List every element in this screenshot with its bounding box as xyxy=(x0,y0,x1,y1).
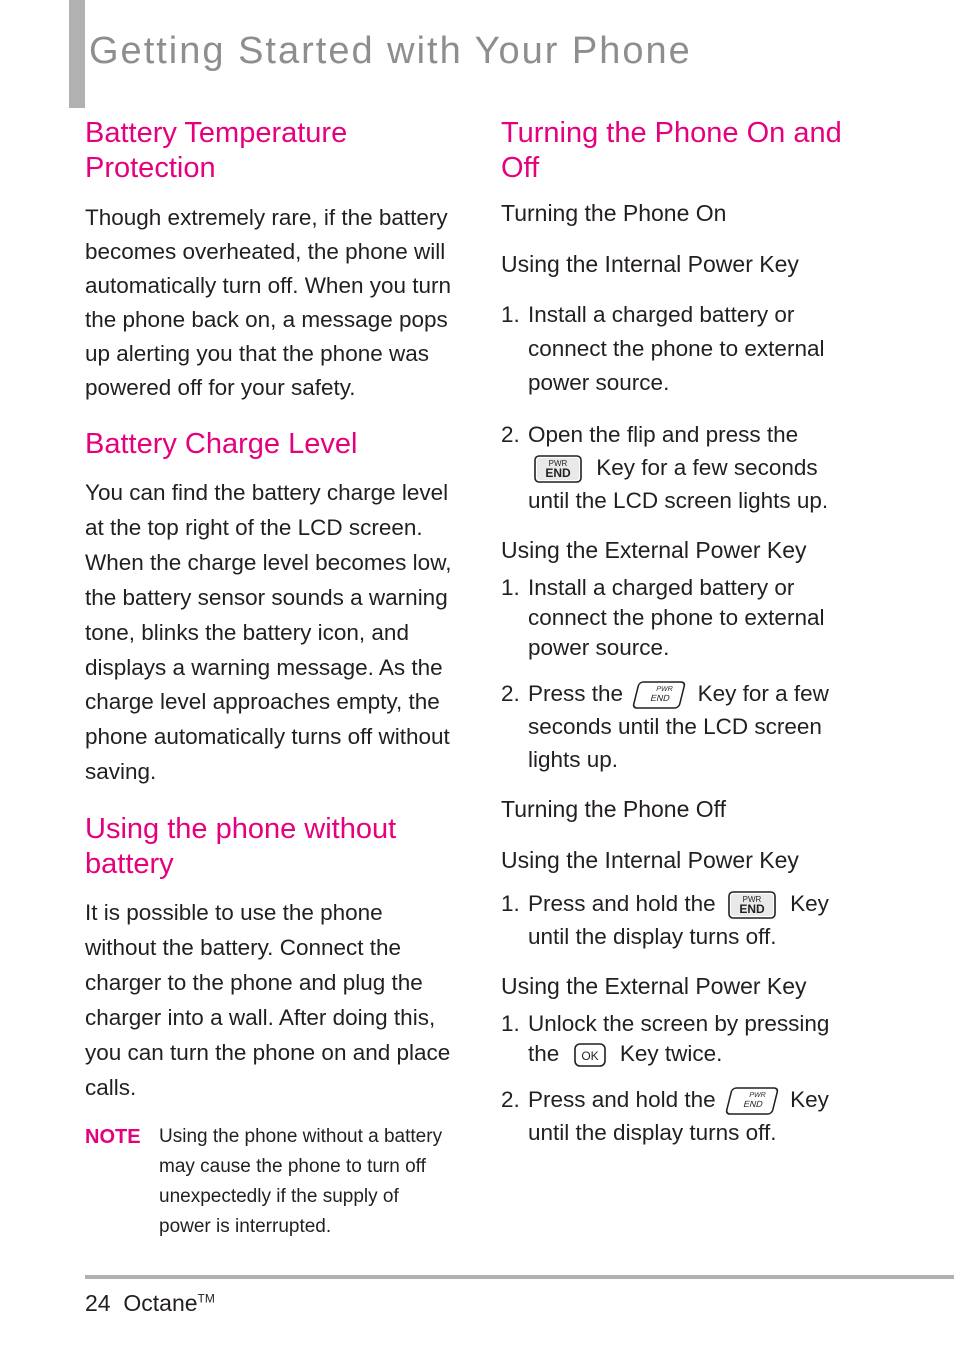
list-item xyxy=(501,298,846,400)
page-title: Getting Started with Your Phone xyxy=(89,30,692,72)
off-internal-steps xyxy=(501,887,846,953)
step-number: 1. xyxy=(501,1011,520,1036)
turning-on-subheading: Turning the Phone On xyxy=(501,200,727,226)
key-label-end: END xyxy=(742,1099,764,1110)
on-external-key-heading: Using the External Power Key xyxy=(501,537,807,563)
no-battery-heading: Using the phone without battery xyxy=(85,813,397,881)
step-text: Install a charged battery or connect the phone to external power source. xyxy=(528,575,825,660)
battery-charge-heading: Battery Charge Level xyxy=(85,428,358,460)
right-column xyxy=(501,116,846,1149)
step-number: 1. xyxy=(501,891,520,916)
pwr-end-key-icon xyxy=(534,455,582,483)
on-internal-steps xyxy=(501,298,846,517)
list-item xyxy=(501,1009,846,1069)
battery-charge-section xyxy=(85,427,457,790)
page-footer xyxy=(85,1290,215,1317)
key-label-pwr: PWR xyxy=(655,685,674,694)
battery-temperature-heading: Battery Temperature Protection xyxy=(85,117,348,184)
step-text-after: Key twice. xyxy=(619,1041,723,1066)
step-text: Install a charged battery or connect the phone to external power source. xyxy=(528,302,825,395)
product-name: Octane xyxy=(123,1290,198,1316)
note-text: Using the phone without a battery may cause the phone to turn off unexpectedly if the supply of power is interrupted. xyxy=(159,1125,443,1237)
battery-charge-text: You can find the battery charge level at the top right of the LCD screen. When the charge level becomes low, the battery sensor sounds a warning tone, blinks the battery icon, and displays a warning message. As the charge level approaches empty, the phone automatically turns off without saving. xyxy=(85,480,452,785)
step-text-after: Key until the display turns off. xyxy=(528,891,829,949)
on-internal-key-heading: Using the Internal Power Key xyxy=(501,251,799,277)
step-number: 2. xyxy=(501,422,520,447)
turning-off-subheading: Turning the Phone Off xyxy=(501,796,727,822)
off-external-steps xyxy=(501,1009,846,1149)
step-text-before: Press and hold the xyxy=(528,1087,716,1112)
step-text-after: Key for a few seconds until the LCD screen lights up. xyxy=(528,455,829,513)
key-label-pwr: PWR xyxy=(548,459,568,469)
no-battery-text: It is possible to use the phone without the battery. Connect the charger to the phone and plug the charger into a wall. After doing this, you can turn the phone on and place calls. xyxy=(85,900,451,1100)
step-text-after: Key for a few seconds until the LCD screen lights up. xyxy=(528,681,829,772)
step-text-after: Key until the display turns off. xyxy=(528,1087,829,1145)
no-battery-section xyxy=(85,812,457,1241)
step-number: 1. xyxy=(501,575,520,600)
step-text-before: Press the xyxy=(528,681,624,706)
footer-rule xyxy=(85,1275,954,1279)
step-text-before: Open the flip and press the xyxy=(528,422,799,447)
list-item xyxy=(501,677,846,776)
key-label-ok: OK xyxy=(580,1049,599,1064)
trademark-mark: TM xyxy=(197,1291,215,1306)
list-item xyxy=(501,887,846,953)
pwr-end-key-icon xyxy=(632,681,687,709)
off-internal-key-heading: Using the Internal Power Key xyxy=(501,847,799,873)
pwr-end-key-icon xyxy=(728,891,776,919)
battery-temperature-text: Though extremely rare, if the battery becomes overheated, the phone will automatically turn off. When you turn the phone back on, a message pops up alerting you that the phone was powered off for your safety. xyxy=(85,205,452,400)
left-column xyxy=(85,116,457,1242)
note-label: NOTE xyxy=(85,1125,141,1148)
key-label-end: END xyxy=(739,902,765,917)
key-label-pwr: PWR xyxy=(742,895,762,905)
off-external-key-heading: Using the External Power Key xyxy=(501,973,807,999)
ok-key-icon xyxy=(574,1043,606,1067)
key-label-end: END xyxy=(649,693,672,704)
pwr-end-key-icon xyxy=(724,1087,779,1115)
page-number: 24 xyxy=(85,1290,111,1316)
key-label-pwr: PWR xyxy=(748,1091,767,1100)
key-label-end: END xyxy=(545,466,571,481)
list-item xyxy=(501,573,846,663)
on-external-steps xyxy=(501,573,846,776)
list-item xyxy=(501,418,846,517)
step-number: 2. xyxy=(501,681,520,706)
step-number: 1. xyxy=(501,302,520,327)
list-item xyxy=(501,1083,846,1149)
note-block xyxy=(85,1122,457,1242)
step-text-before: Press and hold the xyxy=(528,891,716,916)
battery-temperature-section xyxy=(85,116,457,405)
turning-on-off-heading: Turning the Phone On and Off xyxy=(501,117,842,184)
step-text-before: Unlock the screen by pressing the xyxy=(528,1011,830,1066)
step-number: 2. xyxy=(501,1087,520,1112)
header-accent-bar xyxy=(69,0,85,108)
